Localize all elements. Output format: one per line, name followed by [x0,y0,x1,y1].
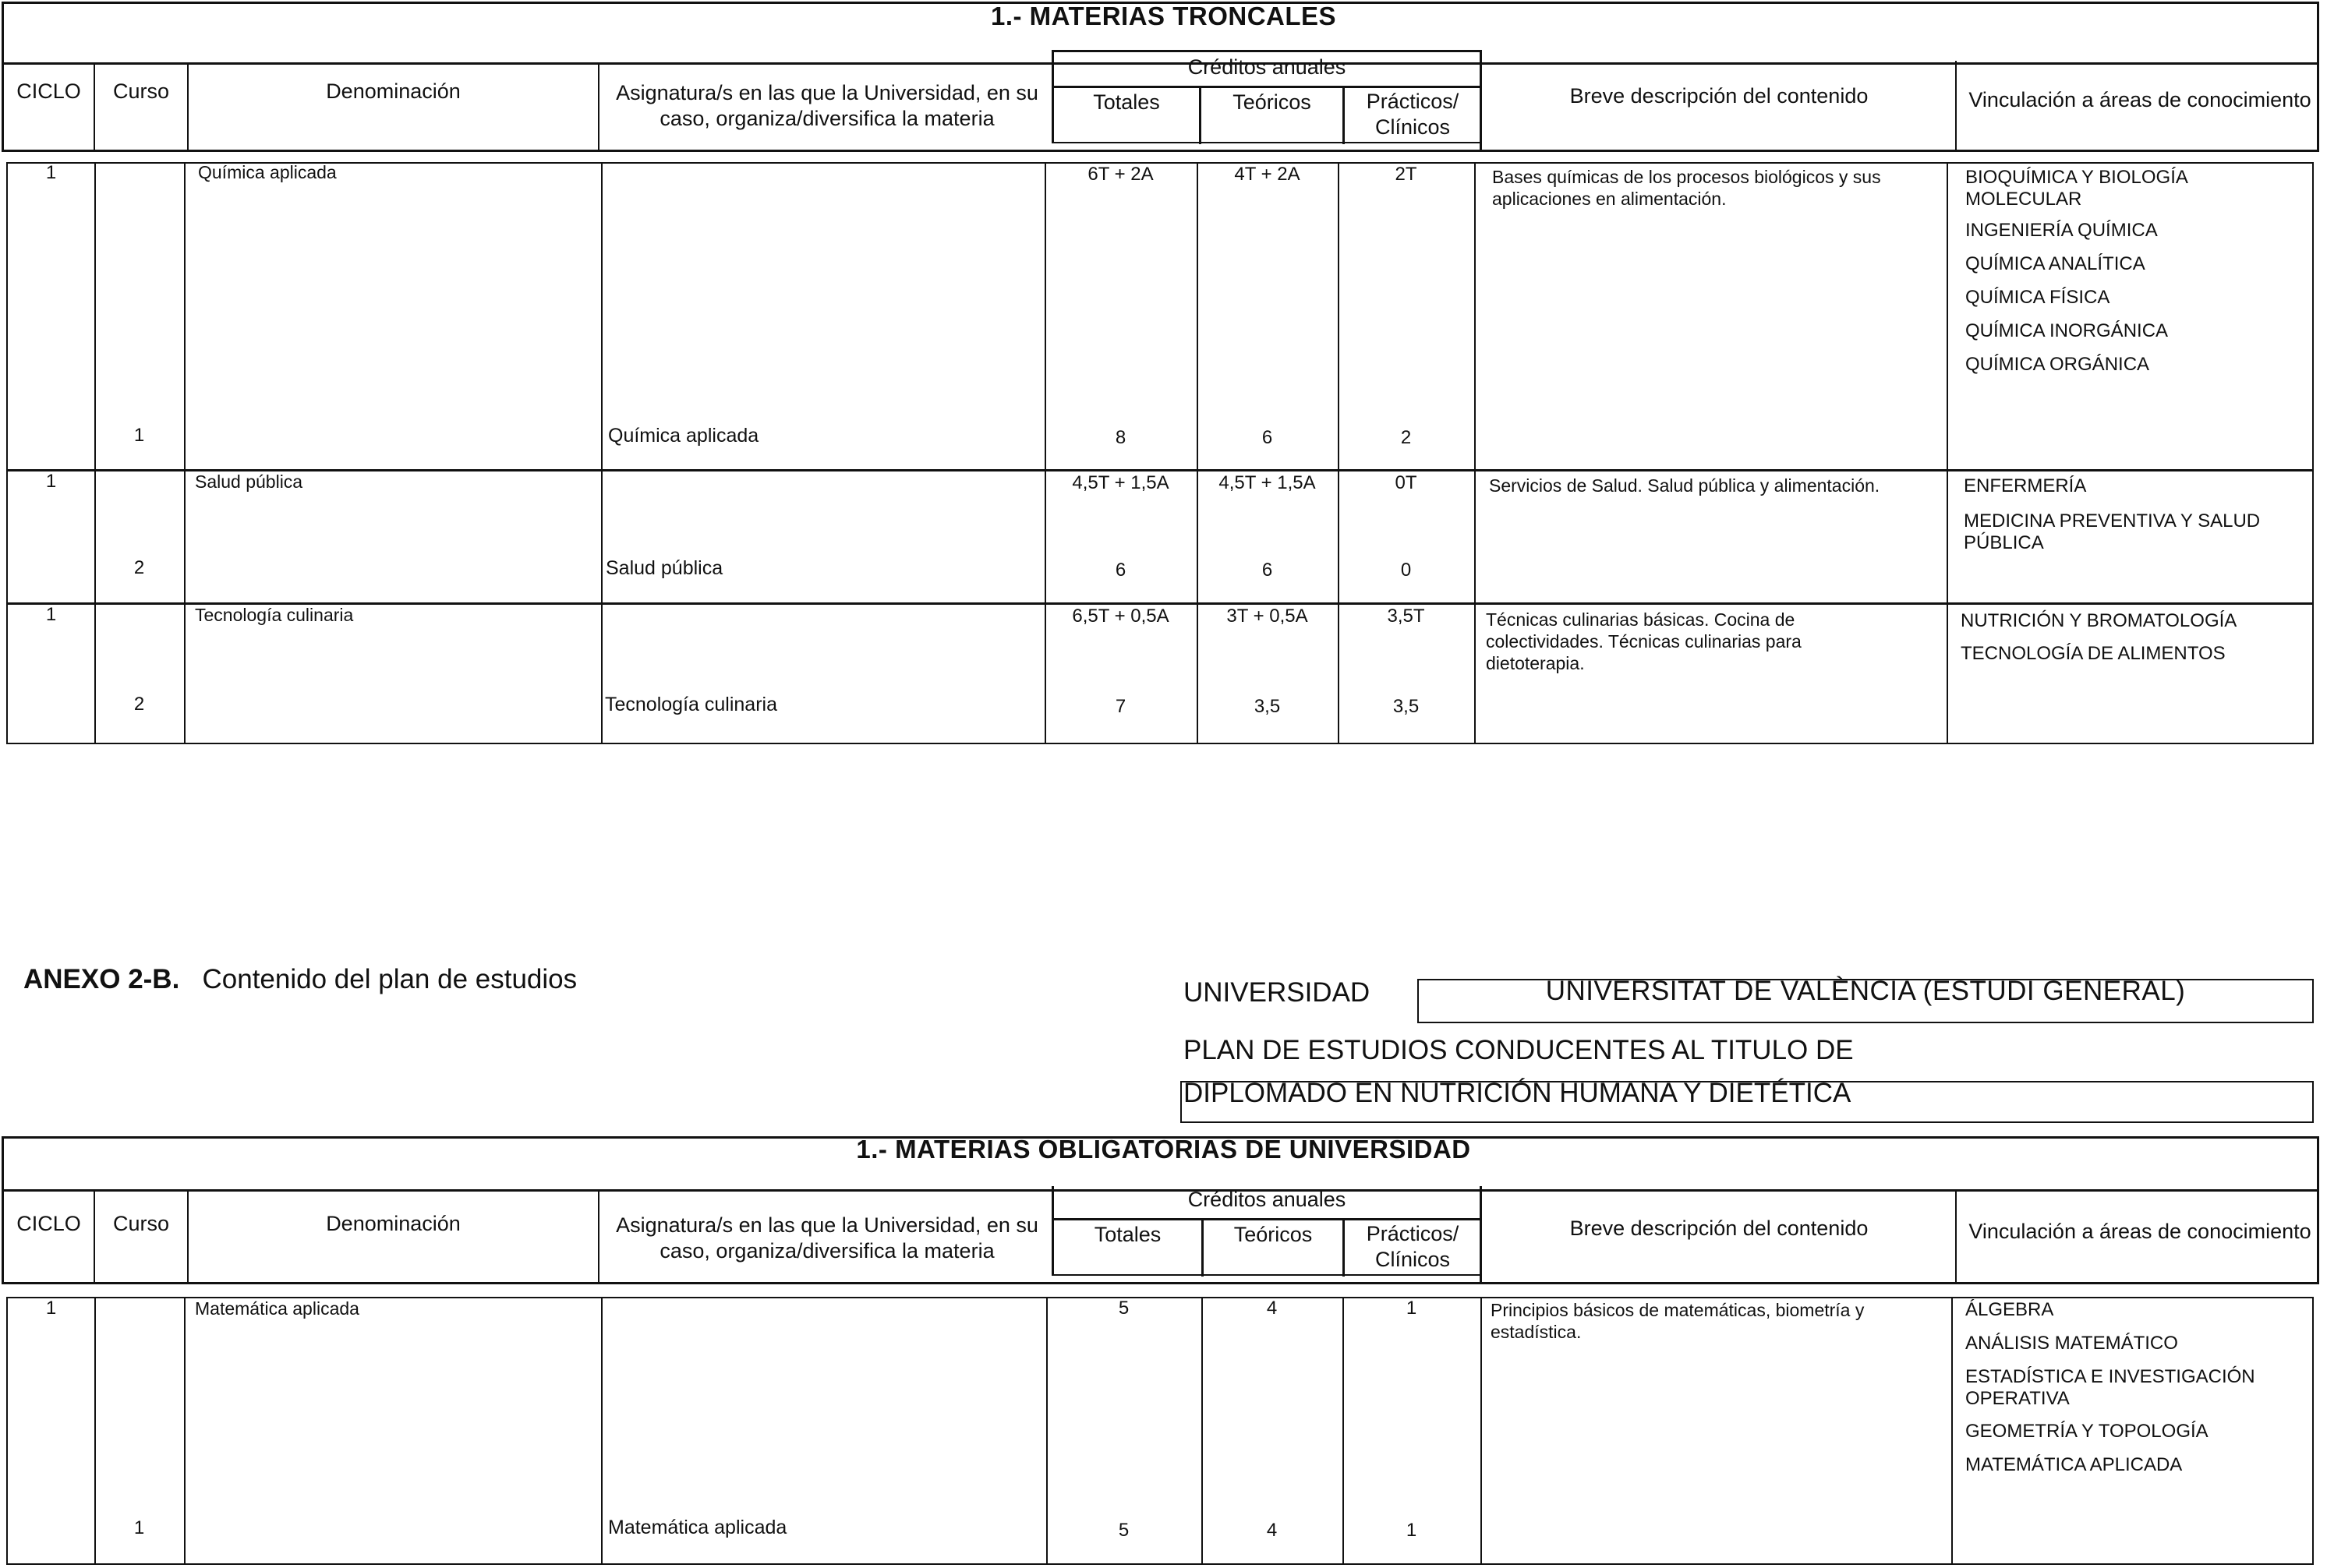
annex-subtitle: Contenido del plan de estudios [202,964,578,994]
row4-teoricos: 4 [1266,1298,1278,1319]
row2-denominacion: Salud pública [195,471,303,492]
hdr-vinculacion-2: Vinculación a áreas de conocimiento [1968,1220,2311,1243]
row1-denominacion: Química aplicada [198,162,337,182]
row3-practicos: 3,5T [1387,606,1425,627]
body-div [1338,162,1339,744]
hdr-breve: Breve descripción del contenido [1569,84,1869,108]
hdr-div [187,1189,189,1284]
row3-curso: 2 [133,694,145,715]
hdr-creditos-2: Créditos anuales [1187,1188,1346,1211]
row4-asignatura: Matemática aplicada [608,1517,787,1538]
hdr-div [598,1189,599,1284]
body-div [1045,162,1046,744]
hdr-asignatura: Asignatura/s en las que la Universidad, en su caso, organiza/diversifica la materia [616,81,1038,130]
hdr-div [1480,50,1482,152]
area-item: QUÍMICA INORGÁNICA [1965,320,2169,341]
hdr-practicos: Prácticos/ Clínicos [1366,90,1459,139]
area-item: MEDICINA PREVENTIVA Y SALUD PÚBLICA [1964,510,2261,553]
hdr-ciclo-2: CICLO [16,1212,81,1235]
row1-descripcion: Bases químicas de los procesos biológicos y sus aplicaciones en alimentación. [1492,167,1881,209]
row3-denominacion: Tecnología culinaria [195,605,354,625]
body-div [94,162,96,744]
hdr-div [1342,1218,1345,1277]
row4-curso: 1 [133,1517,145,1538]
body-div [601,1297,603,1565]
row2-sub-practicos: 0 [1400,560,1412,581]
area-item: BIOQUÍMICA Y BIOLOGÍA MOLECULAR [1965,167,2187,210]
hdr-div [1052,50,1482,52]
hdr-div [1052,86,1482,88]
body-div [184,162,186,744]
hdr-practicos-2: Prácticos/ Clínicos [1366,1222,1459,1271]
row2-sub-teoricos: 6 [1261,560,1273,581]
row4-totales: 5 [1118,1298,1130,1319]
row3-sub-totales: 7 [1115,696,1126,717]
body-div [1947,162,1948,744]
body-div [1474,162,1476,744]
hdr-totales-2: Totales [1094,1223,1162,1246]
area-item: GEOMETRÍA Y TOPOLOGÍA [1965,1421,2209,1442]
row3-totales: 6,5T + 0,5A [1072,606,1169,627]
area-item: ÁLGEBRA [1965,1299,2054,1320]
row4-denominacion: Matemática aplicada [195,1298,359,1319]
area-item: QUÍMICA ANALÍTICA [1965,253,2145,274]
row3-asignatura: Tecnología culinaria [605,694,777,715]
area-item: ENFERMERÍA [1964,475,2087,496]
universidad-label: UNIVERSIDAD [1183,977,1370,1008]
row3-sub-practicos: 3,5 [1392,696,1420,717]
hdr-creditos: Créditos anuales [1187,55,1346,79]
hdr-div [1955,61,1957,152]
row2-ciclo: 1 [45,471,57,492]
universidad-value: UNIVERSITAT DE VALÈNCIA (ESTUDI GENERAL) [1545,976,2186,1006]
row1-practicos: 2T [1395,164,1417,185]
body-div [1480,1297,1482,1565]
body-div [1197,162,1198,744]
row2-asignatura: Salud pública [606,557,723,579]
row2-descripcion: Servicios de Salud. Salud pública y alimentación. [1489,475,1880,496]
row2-sub-totales: 6 [1115,560,1126,581]
row3-descripcion: Técnicas culinarias básicas. Cocina de colectividades. Técnicas culinarias para dietoterapia. [1486,609,1802,673]
annex-heading [23,964,577,995]
row2-teoricos: 4,5T + 1,5A [1218,472,1316,493]
hdr-totales: Totales [1093,90,1160,114]
hdr-asignatura-2: Asignatura/s en las que la Universidad, en su caso, organiza/diversifica la materia [616,1213,1038,1263]
hdr-div [94,1189,95,1284]
area-item: TECNOLOGÍA DE ALIMENTOS [1961,643,2226,664]
area-item: ESTADÍSTICA E INVESTIGACIÓN OPERATIVA [1965,1366,2255,1409]
section-title-1: 1.- MATERIAS TRONCALES [990,2,1337,30]
hdr-div [1052,1218,1482,1220]
hdr-curso: Curso [112,79,170,103]
row2-totales: 4,5T + 1,5A [1072,472,1169,493]
area-item: QUÍMICA FÍSICA [1965,287,2110,308]
row1-asignatura: Química aplicada [608,425,759,447]
area-item: NUTRICIÓN Y BROMATOLOGÍA [1961,610,2237,631]
row1-sub-teoricos: 6 [1261,427,1273,448]
row1-sub-totales: 8 [1115,427,1126,448]
hdr-div [1052,142,1482,143]
row3-ciclo: 1 [45,604,57,625]
hdr-ciclo: CICLO [16,79,81,103]
row2-practicos: 0T [1395,472,1417,493]
hdr-curso-2: Curso [112,1212,170,1235]
area-item: QUÍMICA ORGÁNICA [1965,354,2150,375]
row4-sub-practicos: 1 [1406,1520,1417,1541]
hdr-div [1052,1274,1482,1276]
hdr-vinculacion: Vinculación a áreas de conocimiento [1968,88,2311,111]
row1-sub-practicos: 2 [1400,427,1412,448]
hdr-div [1955,1189,1957,1284]
row4-descripcion: Principios básicos de matemáticas, biometría y estadística. [1491,1300,1865,1342]
hdr-teoricos-2: Teóricos [1233,1223,1313,1246]
row1-teoricos: 4T + 2A [1234,164,1300,185]
annex-label: ANEXO 2-B. [23,964,180,994]
body-div [184,1297,186,1565]
hdr-denominacion: Denominación [326,79,461,103]
hdr-teoricos: Teóricos [1232,90,1311,114]
plan-value: DIPLOMADO EN NUTRICIÓN HUMANA Y DIETÉTICA [1183,1078,1851,1108]
row1-curso: 1 [133,425,145,446]
hdr-div [187,62,189,152]
row1-totales: 6T + 2A [1087,164,1154,185]
row3-teoricos: 3T + 0,5A [1226,606,1308,627]
row3-sub-teoricos: 3,5 [1254,696,1281,717]
row-divider [6,469,2314,471]
area-item: ANÁLISIS MATEMÁTICO [1965,1333,2178,1354]
area-item: MATEMÁTICA APLICADA [1965,1454,2183,1475]
hdr-div [598,62,599,152]
hdr-div [94,62,95,152]
row2-curso: 2 [133,557,145,578]
row1-ciclo: 1 [45,162,57,183]
row4-practicos: 1 [1406,1298,1417,1319]
row4-sub-teoricos: 4 [1266,1520,1278,1541]
row4-ciclo: 1 [45,1298,57,1319]
row4-sub-totales: 5 [1118,1520,1130,1541]
hdr-breve-2: Breve descripción del contenido [1569,1217,1869,1240]
area-item: INGENIERÍA QUÍMICA [1965,220,2158,241]
hdr-denominacion-2: Denominación [326,1212,461,1235]
body-div [601,162,603,744]
plan-label: PLAN DE ESTUDIOS CONDUCENTES AL TITULO DE [1183,1035,1854,1065]
hdr-div [1342,86,1345,144]
section-title-2: 1.- MATERIAS OBLIGATORIAS DE UNIVERSIDAD [856,1135,1471,1164]
hdr-div [1480,1186,1482,1284]
body-div [1951,1297,1953,1565]
